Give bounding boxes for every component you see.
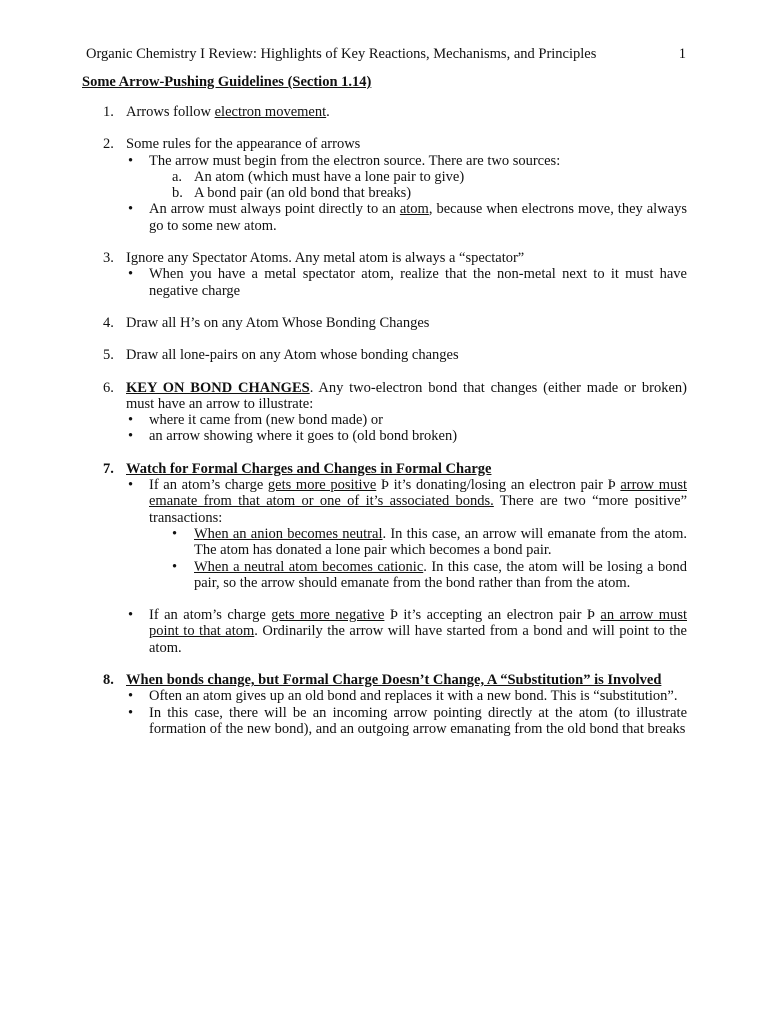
item-heading: Watch for Formal Charges and Changes in Formal Charge [126,460,492,477]
item-number: 4. [103,314,114,331]
guideline-7 [103,460,687,477]
guideline-2 [103,136,687,153]
item-text: Some rules for the appearance of arrows [126,136,361,153]
item-text: Ignore any Spectator Atoms. Any metal atom is always a “spectator” [126,250,525,267]
item-text: Draw all H’s on any Atom Whose Bonding Changes [126,314,430,331]
sub-item-a: a. An atom (which must have a lone pair to give) [172,168,465,185]
section-title: Some Arrow-Pushing Guidelines (Section 1.14) [82,74,372,90]
header-title: Organic Chemistry I Review: Highlights of Key Reactions, Mechanisms, and Principles [86,46,597,62]
guideline-6 [103,379,688,413]
guideline-3 [103,250,687,267]
guideline-8 [103,672,687,689]
item-text: . Any two-electron bond that changes (either made or broken) must have an arrow to illustrate: [126,379,688,412]
item-heading: KEY ON BOND CHANGES [126,379,310,396]
item-text: . [326,104,330,120]
item-number: 2. [103,136,114,153]
item-number: 6. [103,379,114,396]
item-text: Draw all lone-pairs on any Atom whose bonding changes [126,347,459,364]
bullet-item: • If an atom’s charge gets more negative Þ it’s accepting an electron pair Þ an arrow must point to that atom. Ordinarily the arrow will have started from a bond and will point to the atom. [149,607,687,656]
bullet-item: • An arrow must always point directly to an atom, because when electrons move, they always go to some new atom. [149,201,687,234]
sub-item-b: b. A bond pair (an old bond that breaks) [172,185,412,202]
item-heading: When bonds change, but Formal Charge Doesn’t Change, A “Substitution” is Involved [126,672,662,689]
page-header [86,46,686,63]
page-number: 1 [678,46,686,62]
guidelines-list [0,104,768,737]
bullet-item: • In this case, there will be an incoming arrow pointing directly at the atom (to illustrate formation of the new bond), and an outgoing arrow emanating from the old bond that breaks [149,705,687,738]
bullet-item: • where it came from (new bond made) or [149,412,687,428]
item-text: Arrows follow [126,104,215,120]
guideline-1 [103,104,687,120]
bullet-item: • If an atom’s charge gets more positive Þ it’s donating/losing an electron pair Þ arrow must emanate from that atom or one of it’s associated bonds. There are two “more positive” transactions: [149,477,687,526]
bullet-item: • Often an atom gives up an old bond and replaces it with a new bond. This is “substitution”. [149,688,687,704]
item-text-underlined: electron movement [214,104,327,120]
bullet-item: • The arrow must begin from the electron source. There are two sources: [149,153,687,169]
bullet-item: • When you have a metal spectator atom, realize that the non-metal next to it must have negative charge [149,266,687,299]
sub-bullet-item: • When a neutral atom becomes cationic. In this case, the atom will be losing a bond pair, so the arrow should emanate from the bond rather than from the atom. [194,559,687,592]
item-number: 3. [103,250,114,267]
item-number: 8. [103,672,114,689]
sub-bullet-item: • When an anion becomes neutral. In this case, an arrow will emanate from the atom. The atom has donated a lone pair which becomes a bond pair. [194,526,687,559]
item-number: 1. [103,104,114,120]
guideline-4 [103,314,687,331]
bullet-item: • an arrow showing where it goes to (old bond broken) [149,428,687,444]
item-number: 5. [103,347,114,364]
item-number: 7. [103,460,114,477]
guideline-5 [103,347,687,364]
